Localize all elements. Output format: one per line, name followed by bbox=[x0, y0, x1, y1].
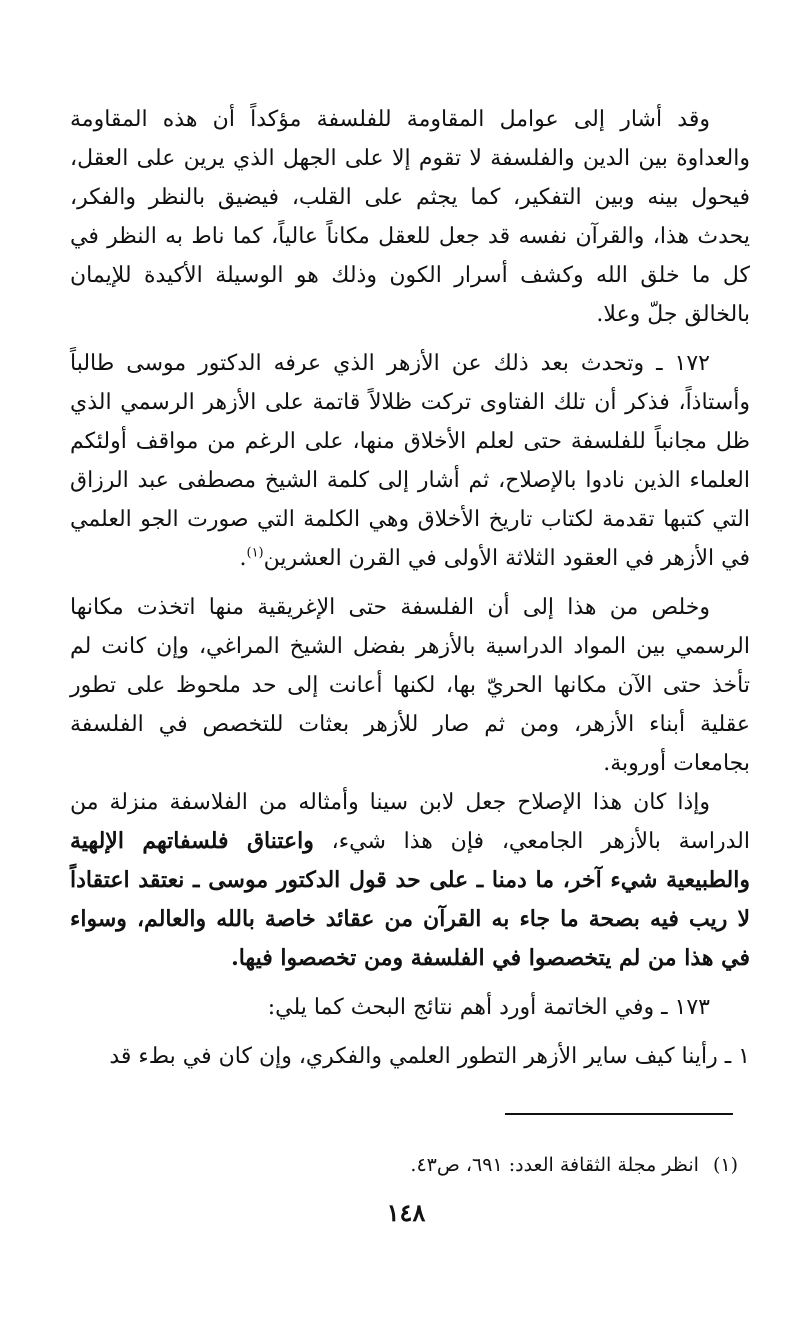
paragraph-2-section-172 bbox=[70, 344, 750, 578]
paragraph-2-end: . bbox=[239, 546, 247, 571]
paragraph-3: وخلص من هذا إلى أن الفلسفة حتى الإغريقية منها اتخذت مكانها الرسمي بين المواد الدراسية بالأزهر بفضل الشيخ المراغي، وإن كانت لم تأخذ حتى الآن مكانها الحريّ بها، لكنها أعانت إلى حد ملحوظ على تطور عقلية أبناء الأزهر، ومن ثم صار للأزهر بعثات للتخصص في الفلسفة بجامعات أوروبة. bbox=[70, 595, 750, 776]
page-number: ١٤٨ bbox=[386, 1198, 426, 1227]
footnote-divider bbox=[505, 1113, 733, 1115]
footnote-text: انظر مجلة الثقافة العدد: ٦٩١، ص٤٣. bbox=[410, 1154, 699, 1176]
footnote-reference: (١) bbox=[246, 545, 264, 561]
paragraph-4-bold-quote: واعتناق فلسفاتهم الإلهية والطبيعية شيء آخر، ما دمنا ـ على حد قول الدكتور موسى ـ نعتقد اعتقاداً لا ريب فيه بصحة ما جاء به القرآن من عقائد خاصة بالله والعالم، وسواء في هذا من لم يتخصصوا في الفلسفة ومن تخصصوا فيها. bbox=[70, 828, 750, 971]
paragraph-1: وقد أشار إلى عوامل المقاومة للفلسفة مؤكداً أن هذه المقاومة والعداوة بين الدين والفلسفة لا تقوم إلا على الجهل الذي يرين على العقل، فيحول بينه وبين التفكير، كما يجثم على القلب، فيضيق بالنظر والفكر، يحدث هذا، والقرآن نفسه قد جعل للعقل مكاناً عالياً، كما ناط به النظر في كل ما خلق الله وكشف أسرار الكون وذلك هو الوسيلة الأكيدة للإيمان بالخالق جلّ وعلا. bbox=[70, 107, 750, 327]
page-body bbox=[70, 100, 750, 1076]
footnote bbox=[70, 1150, 738, 1180]
paragraph-4-regular: وإذا كان هذا الإصلاح جعل لابن سينا وأمثاله من الفلاسفة منزلة من الدراسة بالأزهر الجامعي، فإن هذا شيء، bbox=[70, 790, 750, 854]
paragraph-2-text: ١٧٢ ـ وتحدث بعد ذلك عن الأزهر الذي عرفه الدكتور موسى طالباً وأستاذاً، فذكر أن تلك الفتاوى تركت ظلالاً قاتمة على الأزهر الرسمي الذي ظل مجانباً للفلسفة حتى لعلم الأخلاق منها، على الرغم من مواقف أولئكم العلماء الذين نادوا بالإصلاح، ثم أشار إلى كلمة الشيخ مصطفى عبد الرزاق التي كتبها تقدمة لكتاب تاريخ الأخلاق وهي الكلمة التي صورت الجو العلمي في الأزهر في العقود الثلاثة الأولى في القرن العشرين bbox=[70, 351, 750, 571]
paragraph-5-section-173: ١٧٣ ـ وفي الخاتمة أورد أهم نتائج البحث كما يلي: bbox=[267, 995, 710, 1020]
footnote-number: (١) bbox=[712, 1154, 738, 1176]
paragraph-6-result-1: ١ ـ رأينا كيف ساير الأزهر التطور العلمي والفكري، وإن كان في بطء قد bbox=[109, 1044, 750, 1069]
paragraph-4 bbox=[70, 783, 750, 978]
